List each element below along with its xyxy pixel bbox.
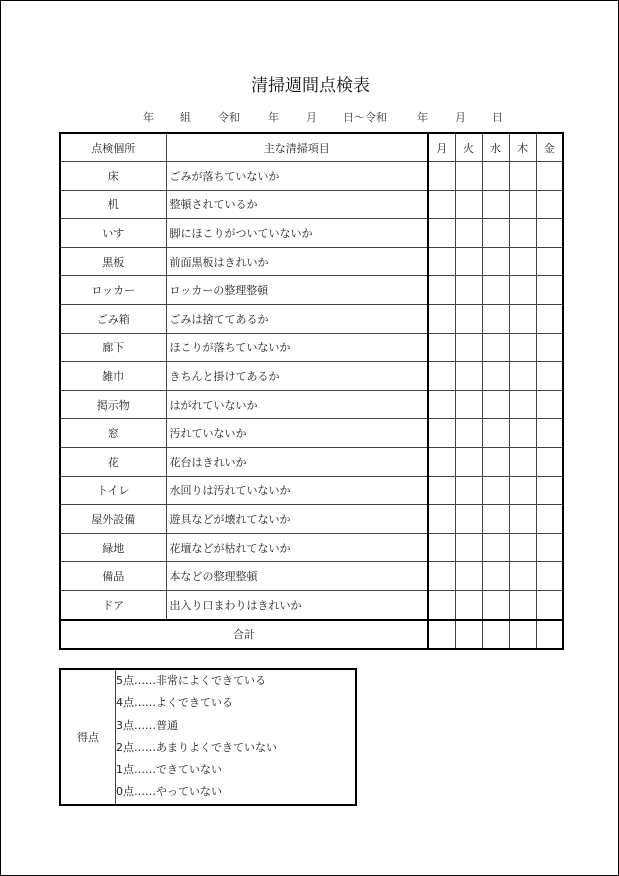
check-cell-thu[interactable]	[509, 390, 536, 419]
row-item: 遊具などが壊れてないか	[166, 505, 428, 534]
check-cell-thu[interactable]	[509, 219, 536, 248]
table-row	[60, 476, 563, 505]
check-cell-fri[interactable]	[536, 247, 563, 276]
score-list	[116, 670, 354, 804]
header-day-tue: 火	[455, 133, 482, 162]
check-cell-fri[interactable]	[536, 304, 563, 333]
check-cell-mon[interactable]	[428, 447, 455, 476]
row-place: 床	[60, 162, 166, 191]
check-cell-tue[interactable]	[455, 562, 482, 591]
check-cell-thu[interactable]	[509, 562, 536, 591]
check-cell-mon[interactable]	[428, 390, 455, 419]
check-cell-wed[interactable]	[482, 190, 509, 219]
check-cell-tue[interactable]	[455, 276, 482, 305]
score-line: 0点……やっていない	[116, 785, 222, 799]
table-header-row	[60, 133, 563, 162]
table-row	[60, 533, 563, 562]
check-cell-thu[interactable]	[509, 247, 536, 276]
total-cell-thu[interactable]	[509, 620, 536, 649]
score-line: 3点……普通	[116, 718, 178, 732]
row-item: 花壇などが枯れてないか	[166, 533, 428, 562]
check-cell-mon[interactable]	[428, 333, 455, 362]
row-place: 廊下	[60, 333, 166, 362]
check-cell-mon[interactable]	[428, 533, 455, 562]
table-row	[60, 562, 563, 591]
row-item: 出入り口まわりはきれいか	[166, 590, 428, 619]
header-day-fri: 金	[536, 133, 563, 162]
check-cell-fri[interactable]	[536, 562, 563, 591]
check-cell-wed[interactable]	[482, 219, 509, 248]
check-cell-wed[interactable]	[482, 247, 509, 276]
check-cell-fri[interactable]	[536, 590, 563, 619]
date-end-day: 日	[492, 111, 503, 124]
check-cell-mon[interactable]	[428, 276, 455, 305]
table-row	[60, 447, 563, 476]
check-cell-fri[interactable]	[536, 447, 563, 476]
check-cell-wed[interactable]	[482, 276, 509, 305]
check-cell-thu[interactable]	[509, 333, 536, 362]
table-row	[60, 219, 563, 248]
check-cell-thu[interactable]	[509, 476, 536, 505]
row-place: ごみ箱	[60, 304, 166, 333]
check-cell-fri[interactable]	[536, 162, 563, 191]
check-cell-mon[interactable]	[428, 247, 455, 276]
total-cell-tue[interactable]	[455, 620, 482, 649]
check-cell-wed[interactable]	[482, 162, 509, 191]
check-cell-wed[interactable]	[482, 562, 509, 591]
row-item: 整頓されているか	[166, 190, 428, 219]
date-era-start: 令和	[218, 111, 240, 124]
score-line: 5点……非常によくできている	[116, 674, 266, 687]
score-line: 4点……よくできている	[116, 696, 233, 710]
check-cell-tue[interactable]	[455, 219, 482, 248]
score-legend	[59, 668, 357, 806]
check-cell-tue[interactable]	[455, 505, 482, 534]
table-row	[60, 304, 563, 333]
row-place: 花	[60, 447, 166, 476]
check-cell-tue[interactable]	[455, 590, 482, 619]
row-place: 窓	[60, 419, 166, 448]
check-cell-mon[interactable]	[428, 562, 455, 591]
check-cell-mon[interactable]	[428, 162, 455, 191]
check-cell-mon[interactable]	[428, 219, 455, 248]
total-cell-mon[interactable]	[428, 620, 455, 649]
date-end-month: 月	[455, 111, 466, 124]
check-cell-mon[interactable]	[428, 304, 455, 333]
row-item: ごみは捨ててあるか	[166, 304, 428, 333]
header-day-wed: 水	[482, 133, 509, 162]
row-item: きちんと掛けてあるか	[166, 362, 428, 391]
row-place: 屋外設備	[60, 505, 166, 534]
date-start-month: 月	[306, 111, 317, 124]
check-cell-tue[interactable]	[455, 533, 482, 562]
table-row	[60, 190, 563, 219]
check-cell-wed[interactable]	[482, 390, 509, 419]
score-line: 1点……できていない	[116, 763, 222, 777]
header-item: 主な清掃項目	[166, 133, 428, 162]
score-line: 2点……あまりよくできていない	[116, 740, 277, 754]
check-cell-fri[interactable]	[536, 505, 563, 534]
check-cell-mon[interactable]	[428, 419, 455, 448]
row-item: ロッカーの整理整頓	[166, 276, 428, 305]
row-place: ドア	[60, 590, 166, 619]
check-cell-fri[interactable]	[536, 333, 563, 362]
check-cell-fri[interactable]	[536, 190, 563, 219]
check-cell-thu[interactable]	[509, 304, 536, 333]
check-cell-thu[interactable]	[509, 190, 536, 219]
check-cell-mon[interactable]	[428, 190, 455, 219]
check-cell-wed[interactable]	[482, 505, 509, 534]
check-cell-wed[interactable]	[482, 304, 509, 333]
row-place: いす	[60, 219, 166, 248]
row-item: ごみが落ちていないか	[166, 162, 428, 191]
check-cell-wed[interactable]	[482, 333, 509, 362]
date-start-day-to-era: 日～令和	[343, 111, 387, 124]
check-cell-tue[interactable]	[455, 447, 482, 476]
check-cell-thu[interactable]	[509, 362, 536, 391]
check-cell-fri[interactable]	[536, 362, 563, 391]
table-row	[60, 419, 563, 448]
check-cell-thu[interactable]	[509, 162, 536, 191]
check-cell-thu[interactable]	[509, 419, 536, 448]
table-row	[60, 247, 563, 276]
check-cell-thu[interactable]	[509, 590, 536, 619]
row-place: 黒板	[60, 247, 166, 276]
row-item: ほこりが落ちていないか	[166, 333, 428, 362]
row-place: 雑巾	[60, 362, 166, 391]
check-cell-mon[interactable]	[428, 590, 455, 619]
total-label: 合計	[60, 620, 428, 649]
row-item: 花台はきれいか	[166, 447, 428, 476]
check-cell-fri[interactable]	[536, 533, 563, 562]
date-end-year: 年	[417, 111, 428, 124]
check-cell-tue[interactable]	[455, 362, 482, 391]
check-cell-tue[interactable]	[455, 476, 482, 505]
total-cell-fri[interactable]	[536, 620, 563, 649]
check-cell-wed[interactable]	[482, 533, 509, 562]
check-cell-thu[interactable]	[509, 533, 536, 562]
date-start-year: 年	[268, 111, 279, 124]
row-item: 汚れていないか	[166, 419, 428, 448]
total-row	[60, 620, 563, 649]
check-cell-thu[interactable]	[509, 505, 536, 534]
row-place: ロッカー	[60, 276, 166, 305]
header-place: 点検個所	[60, 133, 166, 162]
row-item: 脚にほこりがついていないか	[166, 219, 428, 248]
row-place: 備品	[60, 562, 166, 591]
check-cell-tue[interactable]	[455, 162, 482, 191]
check-cell-fri[interactable]	[536, 476, 563, 505]
row-place: トイレ	[60, 476, 166, 505]
score-label: 得点	[61, 670, 116, 804]
table-row	[60, 333, 563, 362]
date-year-label: 年	[143, 111, 154, 124]
table-row	[60, 590, 563, 619]
check-cell-wed[interactable]	[482, 590, 509, 619]
check-cell-tue[interactable]	[455, 390, 482, 419]
check-cell-tue[interactable]	[455, 419, 482, 448]
check-cell-wed[interactable]	[482, 419, 509, 448]
inspection-table	[59, 132, 564, 650]
check-cell-fri[interactable]	[536, 219, 563, 248]
row-place: 緑地	[60, 533, 166, 562]
check-cell-fri[interactable]	[536, 419, 563, 448]
check-cell-wed[interactable]	[482, 362, 509, 391]
check-cell-fri[interactable]	[536, 276, 563, 305]
table-row	[60, 390, 563, 419]
check-cell-mon[interactable]	[428, 505, 455, 534]
check-cell-fri[interactable]	[536, 390, 563, 419]
total-cell-wed[interactable]	[482, 620, 509, 649]
row-item: 水回りは汚れていないか	[166, 476, 428, 505]
check-cell-thu[interactable]	[509, 276, 536, 305]
table-body	[60, 162, 563, 620]
row-item: はがれていないか	[166, 390, 428, 419]
row-place: 掲示物	[60, 390, 166, 419]
check-cell-mon[interactable]	[428, 362, 455, 391]
check-cell-tue[interactable]	[455, 333, 482, 362]
table-row	[60, 362, 563, 391]
check-cell-mon[interactable]	[428, 476, 455, 505]
check-cell-thu[interactable]	[509, 447, 536, 476]
date-class-label: 組	[180, 111, 191, 124]
table-row	[60, 162, 563, 191]
check-cell-wed[interactable]	[482, 447, 509, 476]
row-item: 本などの整理整頓	[166, 562, 428, 591]
check-cell-tue[interactable]	[455, 247, 482, 276]
page-title: 清掃週間点検表	[251, 76, 370, 96]
row-item: 前面黒板はきれいか	[166, 247, 428, 276]
check-cell-tue[interactable]	[455, 304, 482, 333]
row-place: 机	[60, 190, 166, 219]
table-row	[60, 276, 563, 305]
header-day-mon: 月	[428, 133, 455, 162]
header-day-thu: 木	[509, 133, 536, 162]
check-cell-tue[interactable]	[455, 190, 482, 219]
table-row	[60, 505, 563, 534]
check-cell-wed[interactable]	[482, 476, 509, 505]
